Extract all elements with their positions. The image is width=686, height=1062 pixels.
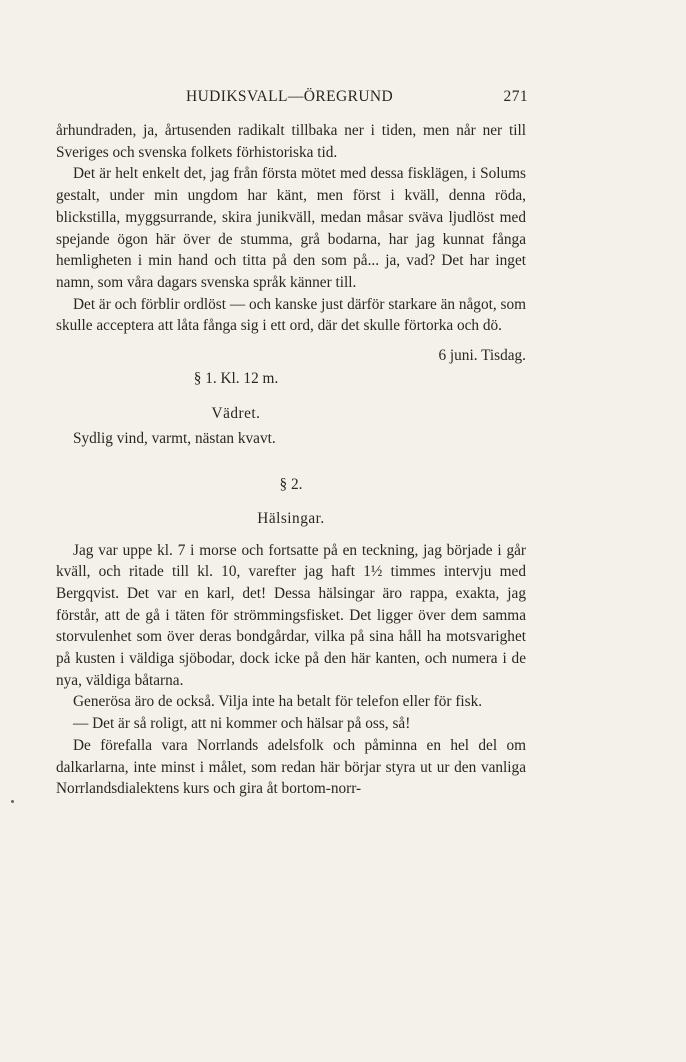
date-line: 6 juni. Tisdag. xyxy=(438,347,526,365)
margin-speck xyxy=(11,800,14,803)
page-body xyxy=(56,120,526,800)
paragraph: Det är helt enkelt det, jag från första mötet med dessa fisklägen, i Solums gestalt, under min ungdom har känt, men först i kväll, denna röda, blickstilla, myggsurrande, skira junikväll, medan måsar sväva ljudlöst med spejande ögon här över de stumma, grå bodarna, har jag kunnat fånga hemligheten i min hand och titta på den som på... ja, vad? Det har inget namn, som våra dagars svenska språk känner till. xyxy=(56,165,526,291)
section-1-text: Sydlig vind, varmt, nästan kvavt. xyxy=(73,430,276,448)
paragraph: Det är och förblir ordlöst — och kanske just därför starkare än något, som skulle acceptera att låta fånga sig i ett ord, där det skulle förtorka och dö. xyxy=(56,295,526,335)
section-2-body xyxy=(56,540,526,800)
section-1-number: § 1. Kl. 12 m. xyxy=(193,370,279,388)
paragraph: De förefalla vara Norrlands adelsfolk och påminna en hel del om dalkarlarna, inte minst i målet, som redan här börjar styra ut ur den vanliga Norrlandsdialektens kurs och gira åt bortom-norr- xyxy=(56,736,526,798)
section-1-heading: Vädret. xyxy=(211,404,261,422)
section-2-number: § 2. xyxy=(279,476,303,494)
paragraph: Generösa äro de också. Vilja inte ha betalt för telefon eller för fisk. xyxy=(73,693,483,711)
paragraph: Jag var uppe kl. 7 i morse och fortsatte på en teckning, jag började i går kväll, och ritade till kl. 10, varefter jag haft 1½ timmes intervju med Bergqvist. Det var en karl, det! Dessa hälsingar äro rappa, exakta, jag förstår, att de gå i täten för strömmingsfisket. Det ligger över dem samma storvulenhet som över deras bondgårdar, vilka på sina håll ha motsvarighet på kusten i väldiga sjöbodar, dock icke på den här kanten, och numera i de nya, väldiga båtarna. xyxy=(56,541,526,689)
running-header xyxy=(56,88,528,110)
section-2-heading: Hälsingar. xyxy=(257,509,325,527)
paragraph-continuation: århundraden, ja, årtusenden radikalt tillbaka ner i tiden, men når ner till Sveriges och svenska folkets förhistoriska tid. xyxy=(56,122,526,161)
running-title: HUDIKSVALL—ÖREGRUND xyxy=(186,88,394,105)
paragraph: — Det är så roligt, att ni kommer och hälsar på oss, så! xyxy=(73,715,411,733)
page-number: 271 xyxy=(503,88,528,105)
